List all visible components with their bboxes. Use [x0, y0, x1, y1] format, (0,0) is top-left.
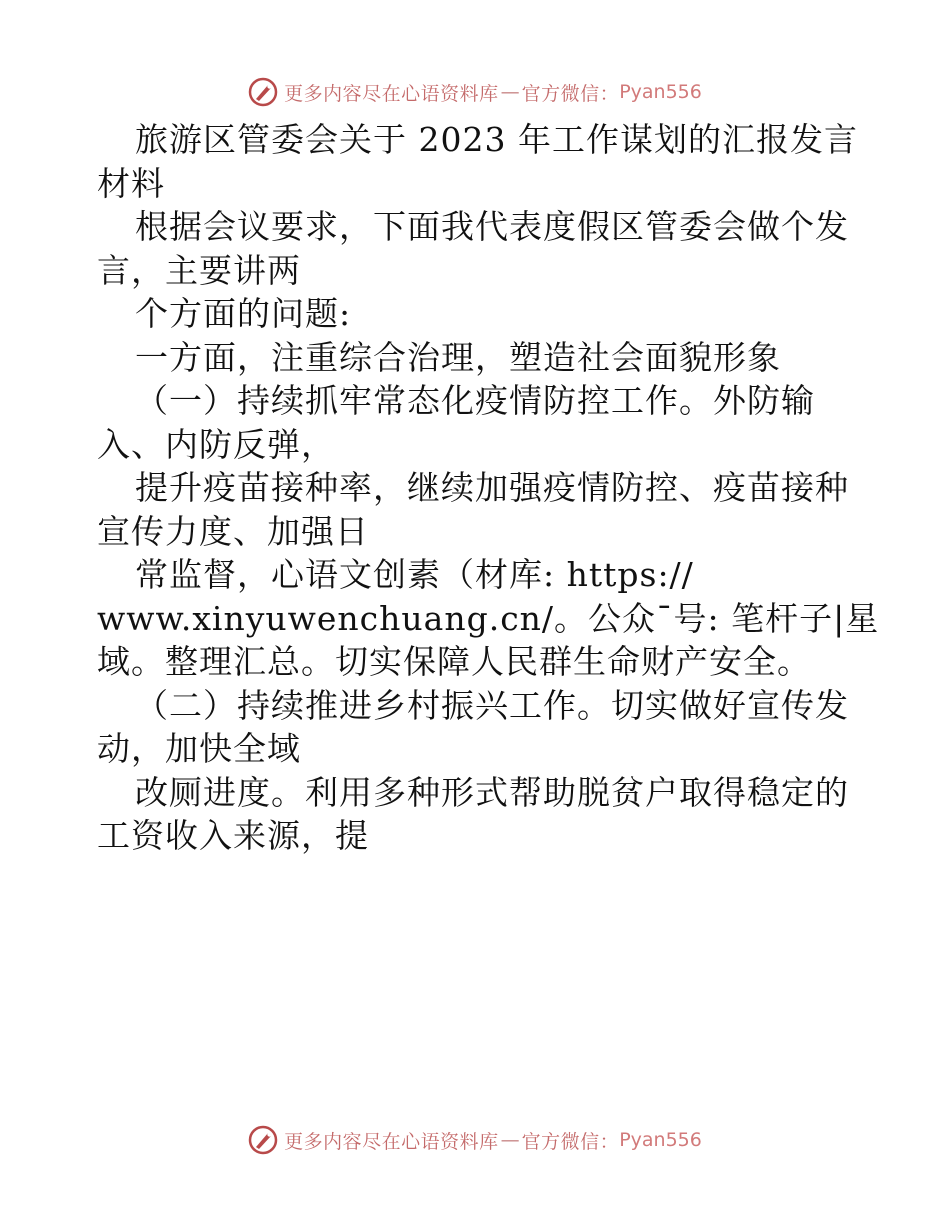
watermark-brand: 更多内容尽在心语资料库 — [284, 82, 499, 105]
watermark-label: 官方微信： — [521, 82, 620, 105]
paragraph-line: 工资收入来源，提 — [97, 816, 369, 855]
paragraph-line: （一）持续抓牢常态化疫情防控工作。外防输 — [135, 381, 815, 420]
pen-logo-icon — [248, 77, 278, 107]
paragraph-line: （二）持续推进乡村振兴工作。切实做好宣传发 — [135, 685, 849, 725]
watermark-separator: — — [500, 81, 520, 103]
paragraph-line: www.xinyuwenchuang.cn/。公众¯号: 笔杆子|星 — [97, 598, 880, 638]
paragraph-line: 入、内防反弹， — [97, 424, 335, 464]
watermark-label: 官方微信： — [521, 1130, 620, 1153]
paragraph-line: 根据会议要求，下面我代表度假区管委会做个发 — [135, 207, 849, 246]
document-title-line-1: 旅游区管委会关于 2023 年工作谋划的汇报发言 — [135, 120, 858, 159]
paragraph-line: 言，主要讲两 — [97, 250, 301, 290]
document-body — [97, 118, 880, 858]
paragraph-line: 宣传力度、加强日 — [97, 511, 369, 551]
paragraph-line: 提升疫苗接种率，继续加强疫情防控、疫苗接种 — [135, 468, 849, 507]
watermark-id: Pyan556 — [619, 81, 702, 103]
section-heading: 一方面，注重综合治理，塑造社会面貌形象 — [135, 337, 781, 377]
watermark-id: Pyan556 — [619, 1129, 702, 1151]
paragraph-line: 动，加快全域 — [97, 729, 301, 768]
header-watermark — [0, 72, 950, 112]
pen-logo-icon — [248, 1125, 278, 1155]
footer-watermark — [0, 1120, 950, 1160]
paragraph-line: 改厕进度。利用多种形式帮助脱贫户取得稳定的 — [135, 772, 849, 812]
watermark-brand: 更多内容尽在心语资料库 — [284, 1130, 499, 1153]
paragraph-line: 个方面的问题: — [135, 294, 352, 333]
document-title-line-2: 材料 — [97, 163, 165, 203]
paragraph-line: 域。整理汇总。切实保障人民群生命财产安全。 — [97, 642, 811, 681]
watermark-separator: — — [500, 1129, 520, 1151]
paragraph-line: 常监督，心语文创素（材库: https:// — [135, 555, 694, 594]
